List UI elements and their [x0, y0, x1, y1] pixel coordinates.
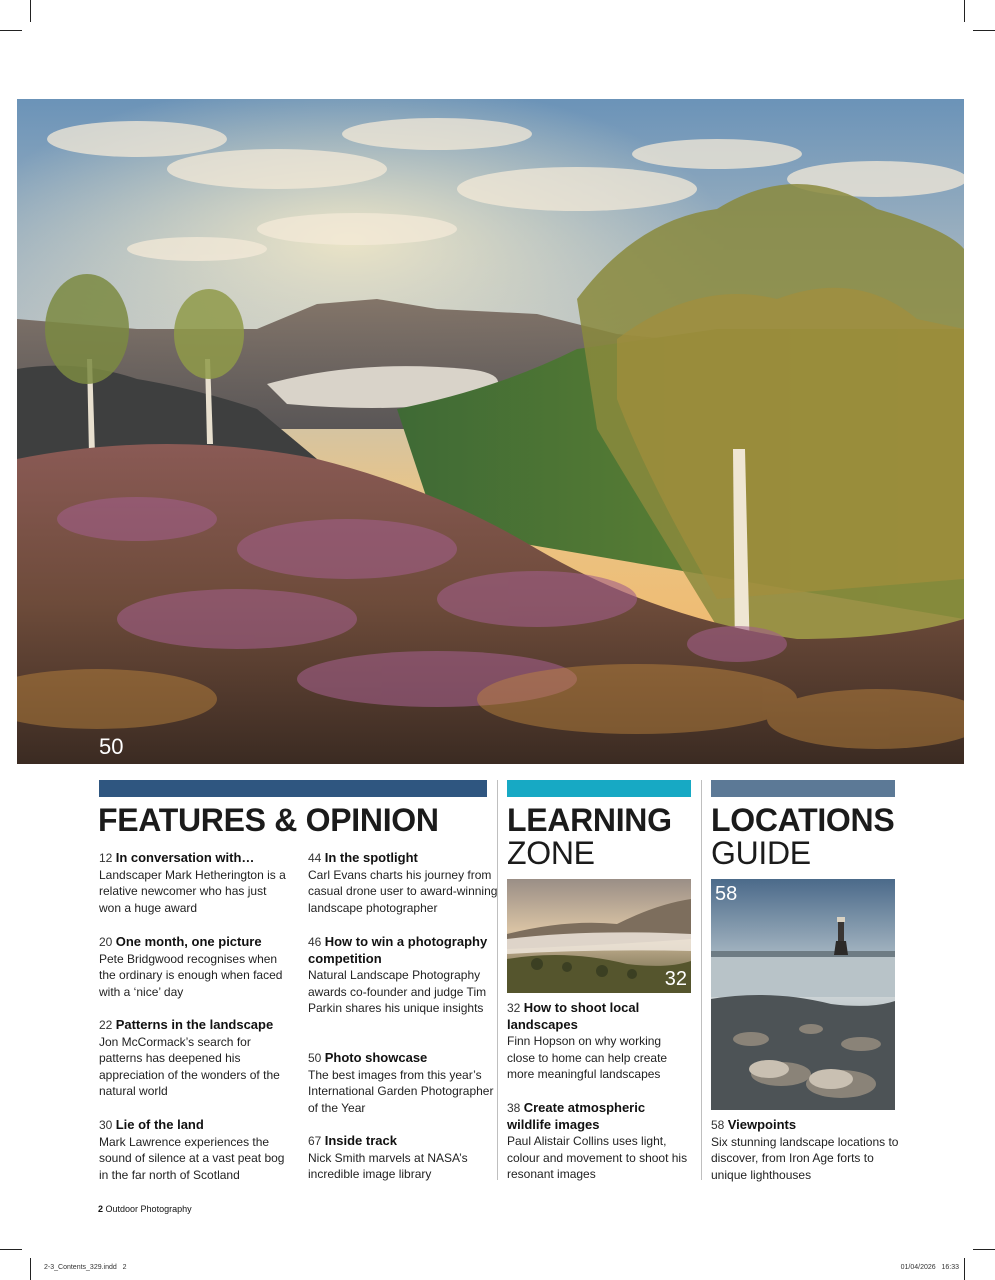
item-heading: In conversation with… — [115, 850, 255, 865]
item-heading: Photo showcase — [324, 1050, 428, 1065]
crop-mark — [0, 1249, 22, 1250]
item-description: Pete Bridgwood recognises when the ordinary is enough when faced with a ‘nice’ day — [99, 951, 283, 999]
features-item[interactable] — [308, 1133, 498, 1183]
item-description: Landscaper Mark Hetherington is a relative newcomer who has just won a huge award — [99, 867, 286, 915]
slug-datetime: 01/04/2026 16:33 — [900, 1264, 959, 1271]
learning-thumb-number: 32 — [664, 968, 687, 990]
features-color-bar — [99, 780, 487, 797]
crop-mark — [964, 0, 965, 22]
crop-mark — [964, 1258, 965, 1280]
item-heading: Create atmospheric wildlife images — [507, 1100, 646, 1132]
locations-item[interactable] — [711, 1117, 901, 1183]
item-heading: Viewpoints — [727, 1117, 797, 1132]
item-heading: In the spotlight — [324, 850, 418, 865]
item-description: Finn Hopson on why working close to home can help create more meaningful landscapes — [507, 1034, 668, 1081]
item-description: Mark Lawrence experiences the sound of silence at a vast peat bog in the far north of Scotland — [99, 1134, 285, 1182]
page-footer — [98, 1204, 192, 1214]
misty-valley-image — [507, 879, 691, 993]
crop-mark — [973, 1249, 995, 1250]
item-heading: How to shoot local landscapes — [507, 1000, 640, 1032]
features-item[interactable] — [308, 1050, 498, 1116]
item-page-number: 32 — [507, 1001, 521, 1015]
features-item[interactable] — [99, 850, 289, 916]
item-page-number: 38 — [507, 1101, 521, 1115]
item-page-number: 58 — [711, 1118, 725, 1132]
locations-thumbnail[interactable] — [711, 879, 895, 1110]
item-heading: How to win a photography competition — [308, 934, 488, 966]
features-item[interactable] — [308, 850, 498, 916]
item-description: Jon McCormack’s search for patterns has deepened his appreciation of the wonders of the natural world — [99, 1034, 280, 1098]
locations-heading: LOCATIONS — [711, 802, 895, 838]
item-description: Paul Alistair Collins uses light, colour and movement to shoot his resonant images — [507, 1134, 688, 1181]
features-heading: FEATURES & OPINION — [98, 802, 439, 838]
slug-file-name: 2-3_Contents_329.indd 2 — [44, 1264, 127, 1271]
item-page-number: 44 — [308, 851, 322, 865]
learning-thumbnail[interactable] — [507, 879, 691, 993]
column-divider — [701, 780, 702, 1180]
item-page-number: 50 — [308, 1051, 322, 1065]
crop-mark — [30, 0, 31, 22]
learning-item[interactable] — [507, 1000, 691, 1083]
footer-magazine-name: Outdoor Photography — [105, 1204, 192, 1214]
item-description: The best images from this year’s International Garden Photographer of the Year — [308, 1067, 494, 1115]
item-page-number: 30 — [99, 1118, 113, 1132]
features-item[interactable] — [99, 1017, 289, 1100]
item-page-number: 67 — [308, 1134, 322, 1148]
footer-page-number: 2 — [98, 1204, 104, 1214]
item-page-number: 12 — [99, 851, 113, 865]
item-heading: One month, one picture — [115, 934, 262, 949]
locations-thumb-number: 58 — [715, 883, 738, 905]
item-description: Six stunning landscape locations to discover, from Iron Age forts to unique lighthouses — [711, 1134, 899, 1182]
item-page-number: 46 — [308, 935, 322, 949]
features-item[interactable] — [99, 934, 289, 1000]
item-heading: Patterns in the landscape — [115, 1017, 274, 1032]
learning-item[interactable] — [507, 1100, 691, 1183]
item-heading: Lie of the land — [115, 1117, 204, 1132]
crop-mark — [0, 30, 22, 31]
hero-photo — [17, 99, 964, 764]
learning-color-bar — [507, 780, 691, 797]
learning-heading: LEARNING — [507, 802, 672, 838]
hero-page-number: 50 — [99, 734, 124, 759]
features-item[interactable] — [308, 934, 498, 1017]
item-heading: Inside track — [324, 1133, 397, 1148]
item-description: Carl Evans charts his journey from casual drone user to award-winning landscape photographer — [308, 867, 498, 915]
item-page-number: 20 — [99, 935, 113, 949]
column-divider — [497, 780, 498, 1180]
crop-mark — [30, 1258, 31, 1280]
lighthouse-image — [711, 879, 895, 1110]
item-description: Nick Smith marvels at NASA’s incredible image library — [308, 1150, 468, 1181]
item-description: Natural Landscape Photography awards co-founder and judge Tim Parkin shares his unique insights — [308, 968, 487, 1015]
hero-landscape-image — [17, 99, 964, 764]
crop-mark — [973, 30, 995, 31]
locations-subheading: GUIDE — [711, 835, 811, 871]
item-page-number: 22 — [99, 1018, 113, 1032]
features-item[interactable] — [99, 1117, 289, 1183]
locations-color-bar — [711, 780, 895, 797]
learning-subheading: ZONE — [507, 835, 595, 871]
